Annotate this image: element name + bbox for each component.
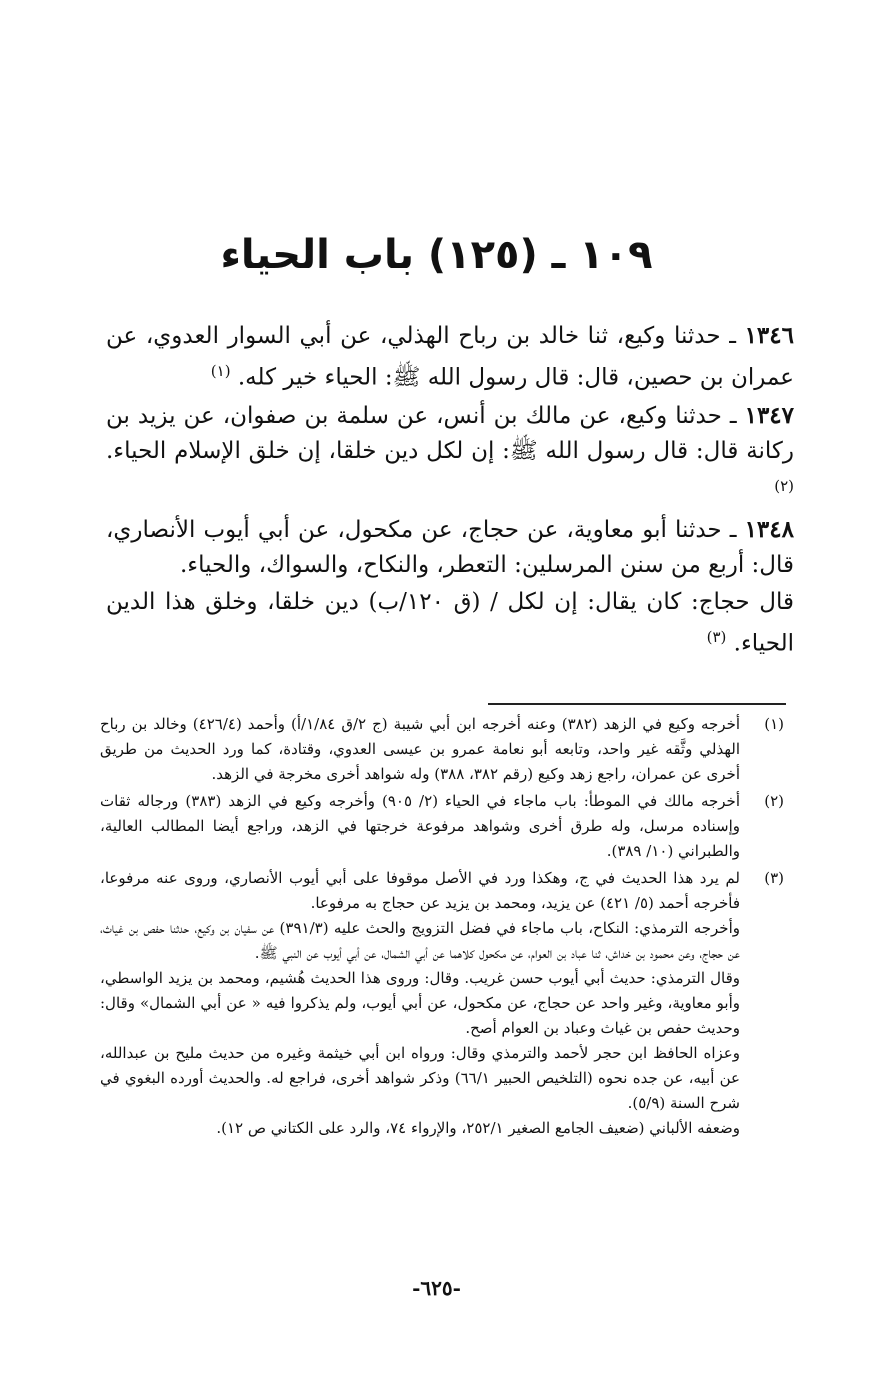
footnote-line: وضعفه الألباني (ضعيف الجامع الصغير ٢٥٢/١، والإرواء ٧٤، والرد على الكتاني ص ١٢). (216, 1119, 740, 1137)
footnote-1 (100, 712, 790, 787)
footnote-line: لم يرد هذا الحديث في ج، وهكذا ورد في الأصل موقوفا على أبي أيوب الأنصاري، وروى عنه مرفوعا، فأخرجه أحمد (٥/ ٤٢١) عن يزيد، ومحمد بن يزيد عن حجاج به مرفوعا. (100, 869, 740, 912)
footnote-line: أخرجه مالك في الموطأ: باب ماجاء في الحياء (٢/ ٩٠٥) وأخرجه وكيع في الزهد (٣٨٣) ورجاله ثقات وإسناده مرسل، وله طرق أخرى وشواهد مرفوعة خرجتها في الزهد، وراجع أيضا المطالب العالية، والطبراني (١٠/ ٣٨٩). (100, 792, 740, 860)
page-number: -٦٢٥- (412, 1276, 461, 1300)
footnote-text (100, 712, 740, 787)
footnote-number: (٢) (764, 792, 784, 810)
hadith-number: ١٣٤٦ (744, 322, 794, 349)
hadith-text: ـ حدثنا وكيع، عن مالك بن أنس، عن سلمة بن صفوان، عن يزيد بن ركانة قال: قال رسول الله ﷺ: إن لكل دين خلقا، إن خلق الإسلام الحياء. (106, 402, 794, 464)
hadith-1347 (106, 398, 794, 511)
footnotes (100, 712, 790, 1143)
closing-text: قال حجاج: كان يقال: إن لكل / (ق ١٢٠/ب) دين خلقا، وخلق هذا الدين الحياء. (106, 589, 795, 657)
hadith-text: ـ حدثنا أبو معاوية، عن حجاج، عن مكحول، عن أبي أيوب الأنصاري، قال: أربع من سنن المرسلين: التعطر، والنكاح، والسواك، والحياء. (106, 517, 794, 579)
footnote-ref[interactable]: (٢) (774, 476, 794, 495)
footnote-number: (٣) (764, 869, 784, 887)
footnote-line: وقال الترمذي: حديث أبي أيوب حسن غريب. وقال: وروى هذا الحديث هُشيم، ومحمد بن يزيد الواسطي، وأبو معاوية، وغير واحد عن حجاج، عن مكحول، عن أبي أيوب، ولم يذكروا فيه « عن أبي الشمال» وقال: وحديث حفص بن غياث وعباد بن العوام أصح. (100, 969, 740, 1037)
closing-paragraph (106, 585, 794, 662)
footnote-line: أخرجه وكيع في الزهد (٣٨٢) وعنه أخرجه ابن أبي شيبة (ج ٢/ق ١/٨٤/أ) وأحمد (٤٢٦/٤) وخالد بن رباح الهذلي وثَّقه غير واحد، وتابعه أبو نعامة عمرو بن عيسى العدوي، وقتادة، كما ورد الحديث من طريق أخرى عن عمران، راجع زهد وكيع (رقم ٣٨٢، ٣٨٨) وله شواهد أخرى مخرجة في الزهد. (100, 715, 741, 783)
footnote-number: (١) (764, 715, 784, 733)
main-text (106, 318, 794, 664)
footnote-line: وعزاه الحافظ ابن حجر لأحمد والترمذي وقال: ورواه ابن أبي خيثمة وغيره من حديث مليح بن عبدالله، عن أبيه، عن جده نحوه (التلخيص الحبير ٦٦/١) وذكر شواهد أخرى، فراجع له. والحديث أورده البغوي في شرح السنة (٥/٩). (100, 1044, 740, 1112)
footnote-text (100, 866, 740, 1141)
hadith-text: ـ حدثنا وكيع، ثنا خالد بن رباح الهذلي، عن أبي السوار العدوي، عن عمران بن حصين، قال: قال رسول الله ﷺ: الحياء خير كله. (106, 323, 794, 391)
hadith-number: ١٣٤٨ (744, 516, 794, 544)
footnote-2 (100, 789, 790, 864)
footnote-text (100, 789, 740, 864)
footnote-ref[interactable]: (٣) (706, 628, 727, 647)
footnote-3 (100, 866, 790, 1141)
footnote-ref[interactable]: (١) (210, 362, 231, 380)
hadith-1346 (106, 318, 794, 396)
footnote-separator (488, 703, 786, 705)
footnote-line: وأخرجه الترمذي: النكاح، باب ماجاء في فضل التزويج والحث عليه (٣٩١/٣) عن سفيان بن وكيع، حدثنا حفص بن غياث، عن حجاج، وعن محمود بن خداش، ثنا عباد بن العوام، عن مكحول كلاهما عن أبي الشمال، عن أبي أيوب عن النبي ﷺ. (100, 919, 740, 962)
hadith-1348 (106, 512, 794, 583)
hadith-number: ١٣٤٧ (744, 401, 795, 429)
chapter-heading: ١٠٩ ـ (١٢٥) باب الحياء (220, 232, 653, 278)
